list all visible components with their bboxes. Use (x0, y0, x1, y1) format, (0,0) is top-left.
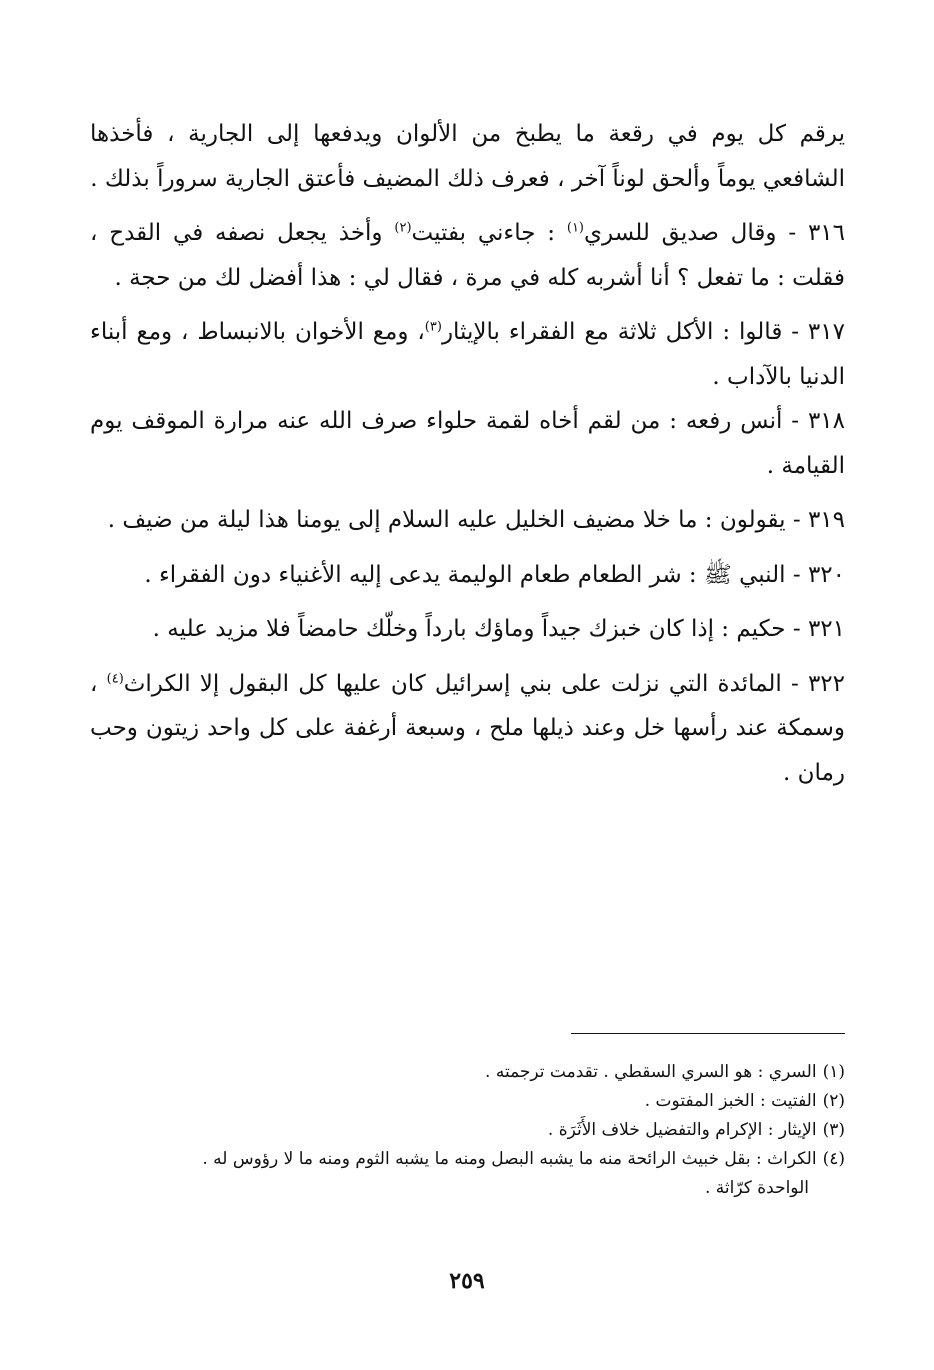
footnote-text: الفتيت : الخبز المفتوت . (644, 1091, 817, 1111)
paragraph-number: ٣٢٢ (807, 670, 846, 697)
number-separator: - (785, 561, 808, 588)
footnotes (90, 1058, 845, 1203)
number-separator: - (782, 408, 808, 434)
footnote-separator-rule (571, 1033, 845, 1034)
number-separator: - (785, 616, 808, 642)
footnote-text: الإيثار : الإكرام والتفضيل خلاف الأَثَرَة . (547, 1120, 817, 1140)
paragraph-text: المائدة التي نزلت على بني إسرائيل كان عليها كل البقول إلا الكراث (123, 670, 782, 697)
paragraph-text: قالوا : الأكل ثلاثة مع الفقراء بالإيثار (441, 319, 783, 345)
paragraph-number: ٣١٨ (807, 408, 845, 434)
footnote-1 (90, 1058, 845, 1087)
number-separator: - (785, 507, 808, 533)
footnote-4-continuation (90, 1174, 845, 1203)
footnote-number: (٢) (822, 1091, 845, 1111)
paragraph-text: أنس رفعه : من لقم أخاه لقمة حلواء صرف الله عنه مرارة الموقف يوم القيامة . (90, 408, 845, 479)
paragraph-317 (90, 310, 845, 399)
footnote-ref[interactable]: (٢) (394, 220, 412, 236)
footnote-text: السري : هو السري السقطي . تقدمت ترجمته . (485, 1062, 817, 1082)
paragraph-number: ٣١٧ (807, 319, 845, 345)
paragraph-text: : جاءني بفتيت (411, 220, 567, 246)
footnote-text: الكراث : بقل خبيث الرائحة منه ما يشبه البصل ومنه ما يشبه الثوم ومنه ما لا رؤوس له . (202, 1149, 817, 1169)
paragraph-322 (90, 662, 845, 796)
paragraph-text: يرقم كل يوم في رقعة ما يطبخ من الألوان ويدفعها إلى الجارية ، فأخذها الشافعي يوماً وألحق لوناً آخر ، فعرف ذلك المضيف فأعتق الجارية سروراً بذلك . (90, 121, 845, 192)
page-number: ٢٥٩ (449, 1268, 485, 1294)
number-separator: - (776, 220, 808, 246)
footnote-ref[interactable]: (٣) (424, 319, 442, 335)
paragraph-316 (90, 211, 845, 300)
paragraph-text: وقال صديق للسري (584, 220, 777, 246)
paragraph-text: وأخذ يجعل نصفه في القدح ، فقلت : ما تفعل ؟ أنا أشربه كله في مرة ، فقال لي : هذا أفضل لك من حجة . (90, 220, 845, 291)
footnote-ref[interactable]: (٤) (106, 670, 124, 686)
paragraph-number: ٣١٦ (807, 220, 845, 246)
paragraph-text: يقولون : ما خلا مضيف الخليل عليه السلام إلى يومنا هذا ليلة من ضيف . (107, 507, 786, 533)
footnote-ref[interactable]: (١) (566, 220, 584, 236)
footnote-3 (90, 1116, 845, 1145)
number-separator: - (781, 670, 808, 697)
footnote-2 (90, 1087, 845, 1116)
paragraph-text: ، ومع الأخوان بالانبساط ، ومع أبناء الدنيا بالآداب . (90, 319, 845, 390)
paragraph-text: ، وسمكة عند رأسها خل وعند ذيلها ملح ، وسبعة أرغفة على كل واحد زيتون وحب رمان . (90, 670, 845, 786)
paragraph-number: ٣٢١ (807, 616, 845, 642)
footnote-number: (١) (822, 1062, 845, 1082)
paragraph-320 (90, 553, 845, 598)
paragraph-321 (90, 607, 845, 652)
footnote-number: (٤) (822, 1149, 845, 1169)
paragraph-319 (90, 498, 845, 543)
paragraph-number: ٣١٩ (807, 507, 845, 533)
paragraph-318 (90, 399, 845, 488)
footnote-4 (90, 1145, 845, 1174)
paragraph-number: ٣٢٠ (807, 561, 845, 588)
main-text (90, 112, 845, 795)
footnote-number: (٣) (822, 1120, 845, 1140)
number-separator: - (782, 319, 808, 345)
paragraph-continuation (90, 112, 845, 201)
paragraph-text: حكيم : إذا كان خبزك جيداً وماؤك بارداً وخلّك حامضاً فلا مزيد عليه . (152, 616, 786, 642)
footnote-text: الواحدة كرّاثة . (704, 1178, 809, 1198)
paragraph-text: النبي ﷺ : شر الطعام طعام الوليمة يدعى إليه الأغنياء دون الفقراء . (144, 561, 786, 588)
